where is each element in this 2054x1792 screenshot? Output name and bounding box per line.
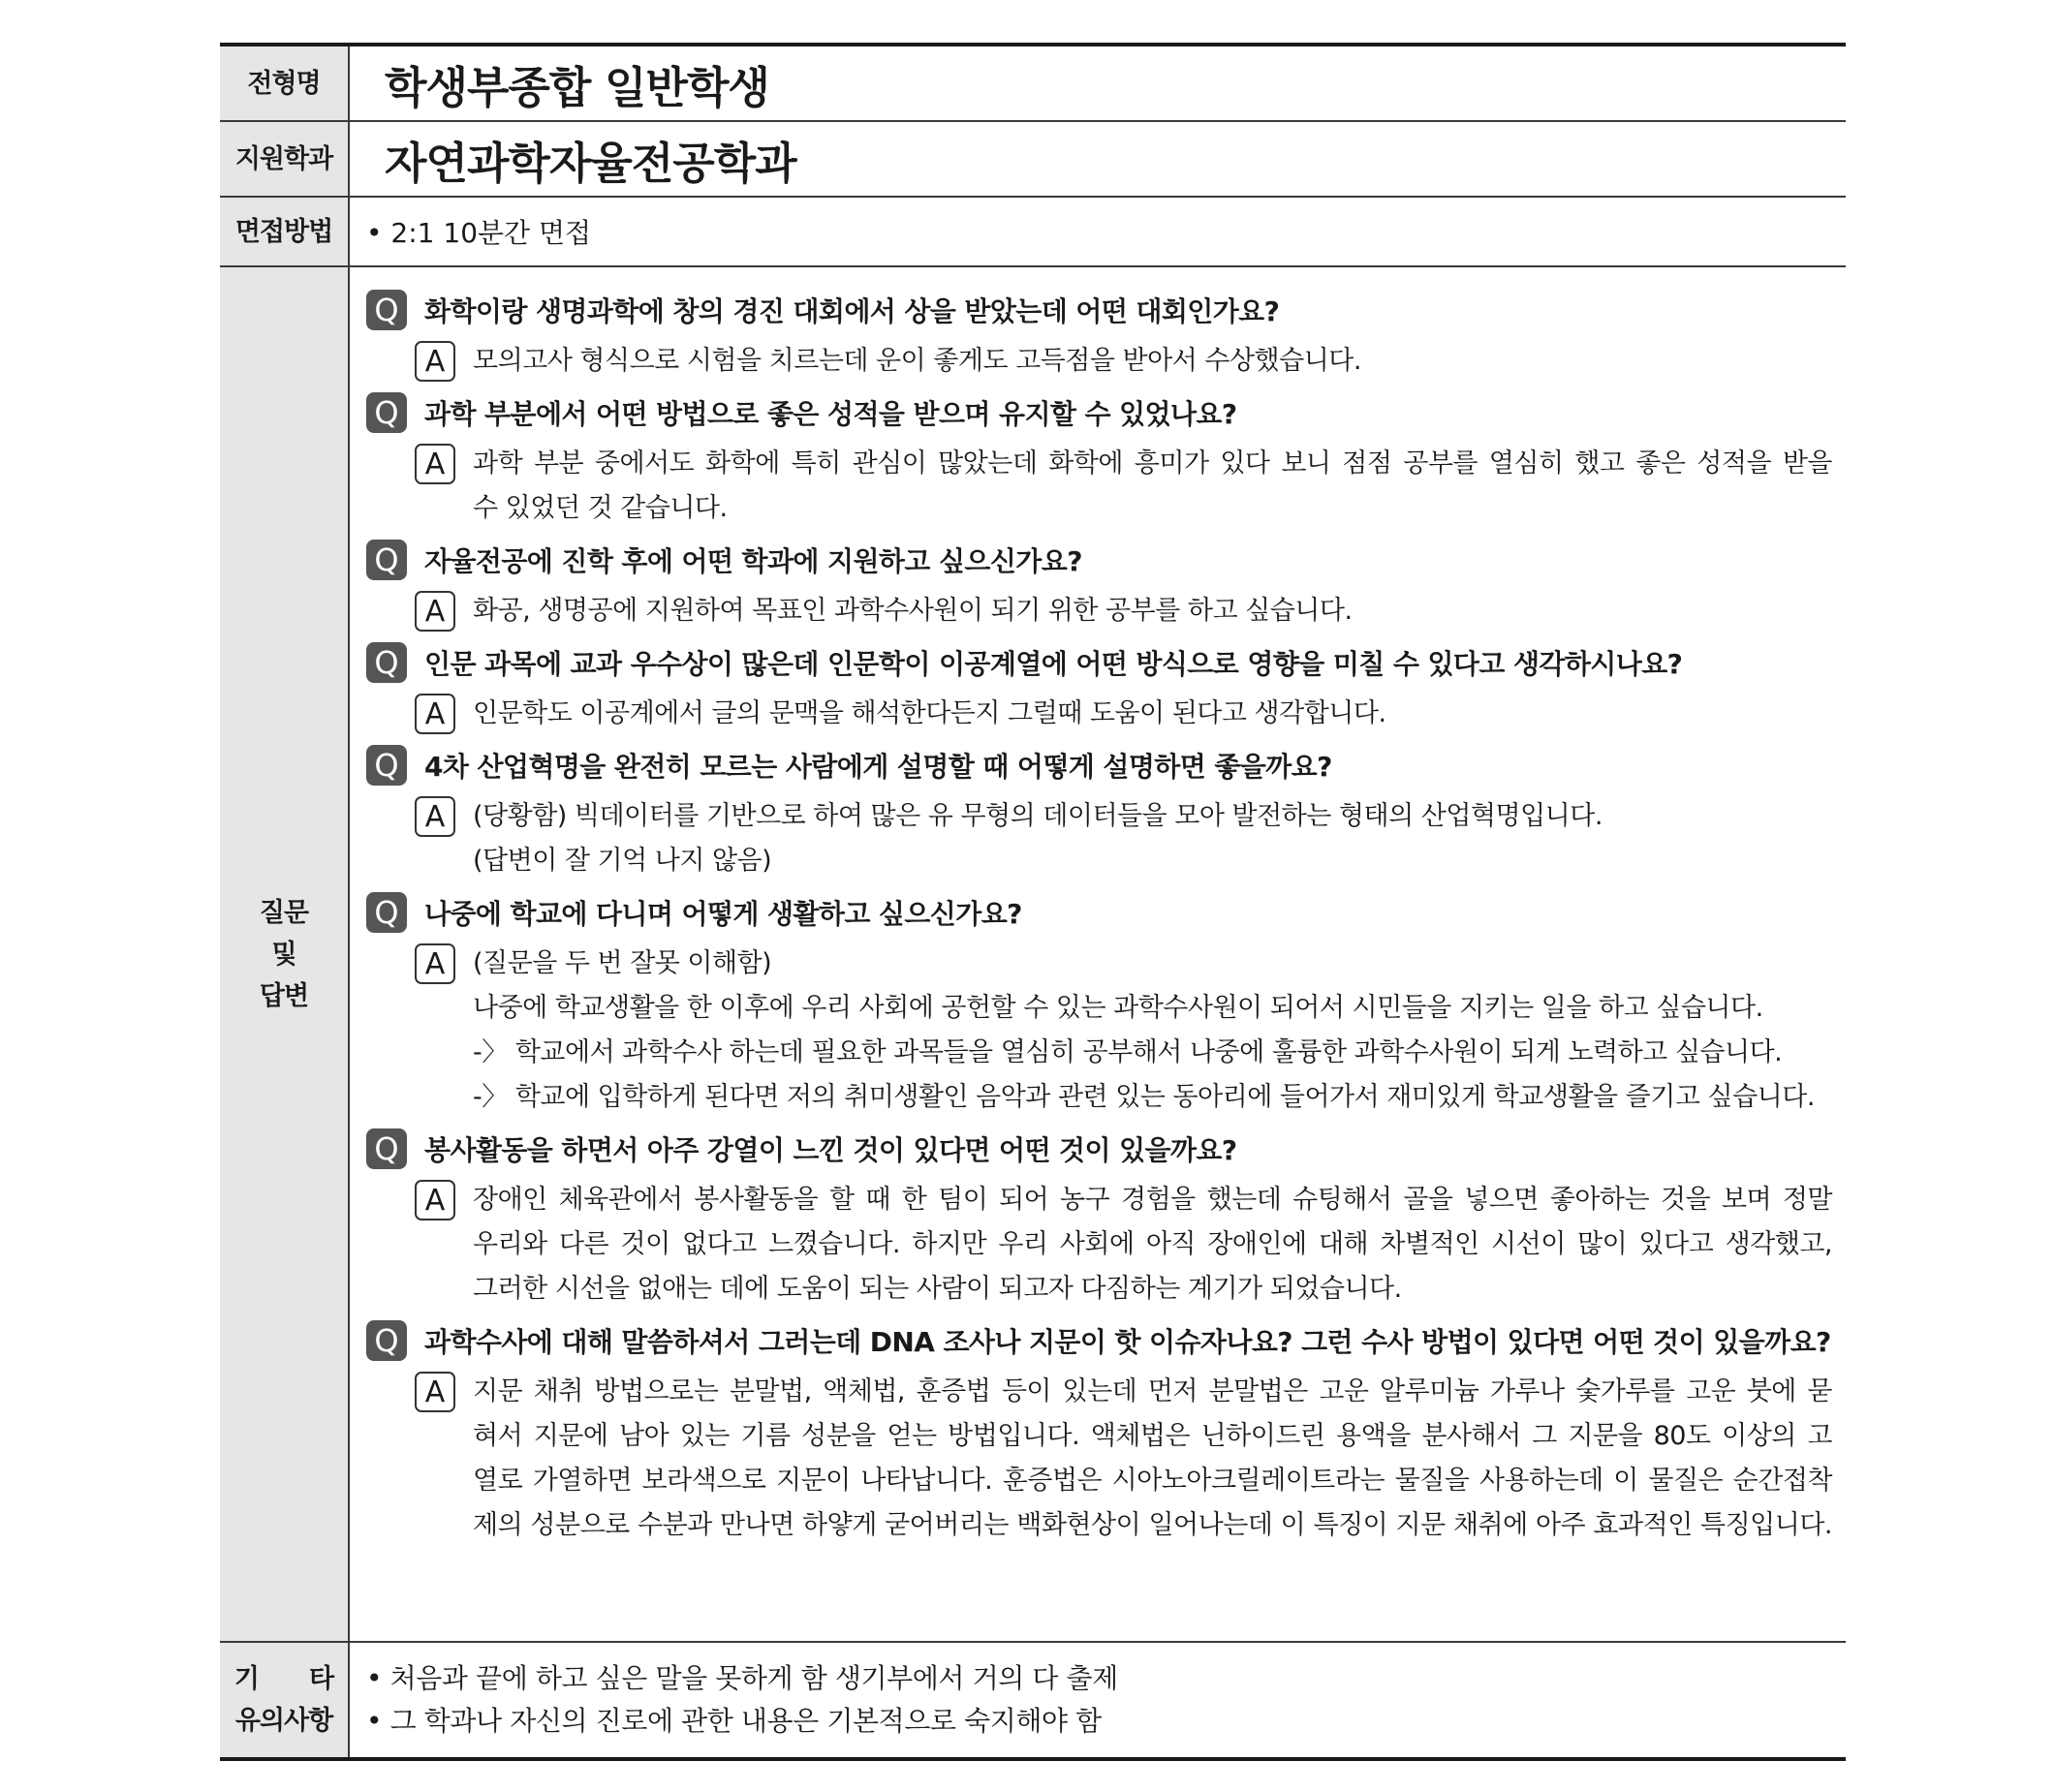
answer-line: (질문을 두 번 잘못 이해함): [473, 948, 772, 978]
answer-line: 장애인 체육관에서 봉사활동을 할 때 한 팀이 되어 농구 경험을 했는데 슈팅해서 골을 넣으면 좋아하는 것을 보며 정말: [473, 1185, 1832, 1215]
answer-line: 나중에 학교생활을 한 이후에 우리 사회에 공헌할 수 있는 과학수사원이 되어서 시민들을 지키는 일을 하고 싶습니다.: [473, 993, 1763, 1023]
admission-type-label: 전형명: [220, 46, 350, 120]
interview-method-label: 면접방법: [220, 198, 350, 265]
question-badge: Q: [366, 1128, 407, 1169]
question: [366, 537, 1832, 583]
answer: [415, 942, 1832, 1120]
note-item: • 그 학과나 자신의 진로에 관한 내용은 기본적으로 숙지해야 함: [366, 1705, 1102, 1737]
question: [366, 889, 1832, 936]
answer-line: (당황함) 빅데이터를 기반으로 하여 많은 유 무형의 데이터들을 모아 발전하는 형태의 산업혁명입니다.: [473, 801, 1603, 831]
answer-line: 수 있었던 것 같습니다.: [473, 493, 728, 523]
question: [366, 639, 1832, 686]
answer-badge: A: [415, 444, 455, 484]
answer-line: 열로 가열하면 보라색으로 지문이 나타납니다. 훈증법은 시아노아크릴레이트라는 물질을 사용하는데 이 물질은 순간접착: [473, 1466, 1832, 1496]
notes-list: [350, 1643, 1846, 1757]
answer: [415, 442, 1832, 531]
notes-row: [220, 1643, 1846, 1757]
qa-label-line: 질문: [259, 897, 309, 928]
question-text: 봉사활동을 하면서 아주 강열이 느낀 것이 있다면 어떤 것이 있을까요?: [424, 1134, 1237, 1166]
question-text: 4차 산업혁명을 완전히 모르는 사람에게 설명할 때 어떻게 설명하면 좋을까요?: [424, 751, 1332, 783]
qa-list: [350, 267, 1846, 1641]
question-text: 나중에 학교에 다니며 어떻게 생활하고 싶으신가요?: [424, 898, 1022, 930]
question-badge: Q: [366, 290, 407, 330]
answer-line: 모의고사 형식으로 시험을 치르는데 운이 좋게도 고득점을 받아서 수상했습니다.: [473, 346, 1361, 376]
answer: [415, 1370, 1832, 1548]
answer-badge: A: [415, 694, 455, 734]
question-text: 과학 부분에서 어떤 방법으로 좋은 성적을 받으며 유지할 수 있었나요?: [424, 398, 1237, 430]
answer: [415, 1178, 1832, 1312]
interview-method-value: • 2:1 10분간 면접: [366, 217, 592, 249]
question-badge: Q: [366, 392, 407, 433]
answer-badge: A: [415, 1180, 455, 1220]
question: [366, 1126, 1832, 1172]
answer-badge: A: [415, 1372, 455, 1412]
answer-line: 화공, 생명공에 지원하여 목표인 과학수사원이 되기 위한 공부를 하고 싶습니다.: [473, 596, 1353, 626]
question-text: 과학수사에 대해 말씀하셔서 그러는데 DNA 조사나 지문이 핫 이슈자나요? 그런 수사 방법이 있다면 어떤 것이 있을까요?: [424, 1326, 1831, 1358]
question: [366, 1317, 1832, 1364]
interview-method-row: [220, 198, 1846, 267]
question-text: 화학이랑 생명과학에 창의 경진 대회에서 상을 받았는데 어떤 대회인가요?: [424, 295, 1280, 327]
answer-line: 과학 부분 중에서도 화학에 특히 관심이 많았는데 화학에 흥미가 있다 보니 점점 공부를 열심히 했고 좋은 성적을 받을: [473, 448, 1832, 479]
question-badge: Q: [366, 1320, 407, 1361]
question-text: 자율전공에 진학 후에 어떤 학과에 지원하고 싶으신가요?: [424, 545, 1082, 577]
question: [366, 389, 1832, 436]
question-badge: Q: [366, 892, 407, 933]
qa-label-line: 답변: [259, 980, 309, 1011]
qa-label-line: 및: [271, 939, 296, 970]
question-text: 인문 과목에 교과 우수상이 많은데 인문학이 이공계열에 어떤 방식으로 영향을 미칠 수 있다고 생각하시나요?: [424, 648, 1683, 680]
note-item: • 처음과 끝에 하고 싶은 말을 못하게 함 생기부에서 거의 다 출제: [366, 1662, 1118, 1694]
answer-line: 혀서 지문에 남아 있는 기름 성분을 얻는 방법입니다. 액체법은 닌하이드린 용액을 분사해서 그 지문을 80도 이상의 고: [473, 1421, 1832, 1451]
answer-line: 인문학도 이공계에서 글의 문맥을 해석한다든지 그럴때 도움이 된다고 생각합니다.: [473, 698, 1386, 728]
notes-label-line: 기 타: [233, 1664, 334, 1694]
answer: [415, 589, 1832, 633]
interview-table: [220, 43, 1846, 1761]
answer-line: 그러한 시선을 없애는 데에 도움이 되는 사람이 되고자 다짐하는 계기가 되었습니다.: [473, 1274, 1402, 1304]
qa-label: [220, 267, 350, 1641]
answer-badge: A: [415, 341, 455, 382]
question-badge: Q: [366, 745, 407, 786]
answer: [415, 692, 1832, 736]
answer-line: 제의 성분으로 수분과 만나면 하얗게 굳어버리는 백화현상이 일어나는데 이 특징이 지문 채취에 아주 효과적인 특징입니다.: [473, 1510, 1832, 1540]
question: [366, 742, 1832, 788]
notes-label: [220, 1643, 350, 1757]
question: [366, 287, 1832, 333]
answer-line: -〉 학교에 입학하게 된다면 저의 취미생활인 음악과 관련 있는 동아리에 들어가서 재미있게 학교생활을 즐기고 싶습니다.: [473, 1082, 1815, 1112]
answer-badge: A: [415, 796, 455, 837]
answer-line: (답변이 잘 기억 나지 않음): [473, 846, 772, 876]
answer-badge: A: [415, 591, 455, 632]
answer-line: 우리와 다른 것이 없다고 느꼈습니다. 하지만 우리 사회에 아직 장애인에 대해 차별적인 시선이 많이 있다고 생각했고,: [473, 1229, 1832, 1259]
answer-line: 지문 채취 방법으로는 분말법, 액체법, 훈증법 등이 있는데 먼저 분말법은 고운 알루미늄 가루나 숯가루를 고운 붓에 묻: [473, 1376, 1832, 1406]
answer-line: -〉 학교에서 과학수사 하는데 필요한 과목들을 열심히 공부해서 나중에 훌륭한 과학수사원이 되게 노력하고 싶습니다.: [473, 1037, 1783, 1067]
answer: [415, 339, 1832, 384]
admission-type-row: [220, 46, 1846, 122]
notes-label-line: 유의사항: [234, 1706, 333, 1736]
question-badge: Q: [366, 642, 407, 683]
department-row: [220, 122, 1846, 198]
question-badge: Q: [366, 540, 407, 580]
answer: [415, 794, 1832, 883]
department-label: 지원학과: [220, 122, 350, 196]
answer-badge: A: [415, 943, 455, 984]
admission-type-value: 학생부종합 일반학생: [385, 61, 769, 113]
qa-row: [220, 267, 1846, 1643]
department-value: 자연과학자율전공학과: [385, 137, 796, 189]
